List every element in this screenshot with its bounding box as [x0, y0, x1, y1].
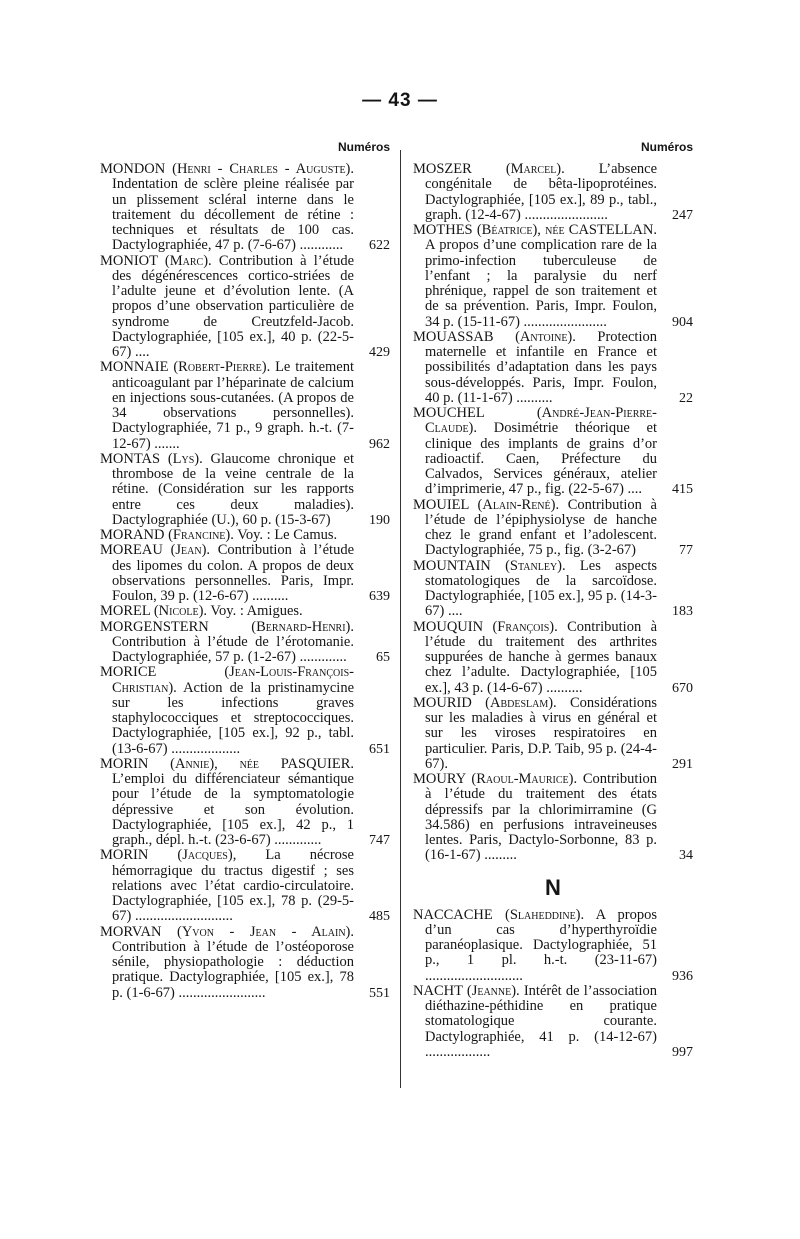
bibliography-entry [413, 223, 693, 330]
entry-text [413, 908, 693, 984]
bibliography-entry [413, 772, 693, 864]
bibliography-entry [100, 360, 390, 452]
entry-name: MORIN [100, 847, 149, 864]
entry-number: 77 [679, 543, 693, 559]
bibliography-entry [413, 620, 693, 696]
entry-name: MOSZER [413, 161, 472, 177]
entry-name: MONDON [100, 161, 166, 177]
entry-name: MORGENSTERN [100, 618, 209, 635]
entry-text [100, 757, 390, 849]
entry-name: MOUASSAB [413, 328, 494, 345]
entry-description: A propos d’un cas d’hyperthyroïdie paranéoplasique. Dactylographiée, 51 p., 1 pl. h.-t. (23-11-67) ........................... [425, 906, 657, 984]
entry-author: (Nicole). [153, 603, 208, 620]
entry-number: 485 [369, 909, 390, 925]
column-header-left: Numéros [337, 140, 390, 154]
entry-author: (Raoul-Maurice). [471, 771, 578, 787]
entry-text [413, 696, 693, 772]
entry-text [413, 984, 693, 1060]
bibliography-entry [413, 406, 693, 498]
entry-number: 551 [369, 985, 390, 1001]
entry-author: (Slaheddine). [505, 906, 585, 923]
bibliography-entry [100, 620, 390, 666]
page-number: — 43 — [362, 90, 438, 111]
entry-description: Contribution à l’étude des dégénérescences cortico-striées de l’adulte jeune et d’évolution lente. (A propos d’une observation particulière de syndrome de Creutzfeld-Jacob. Dactylographiée, [105 ex.], 40 p. (22-5-67) .... [112, 252, 355, 360]
entry-number: 190 [369, 512, 390, 528]
entry-description: Indentation de sclère pleine réalisée par un plissement scléral interne dans le traitement du décollement de rétine : techniques et résultats de 100 cas. Dactylographiée, 47 p. (7-6-67) ............ [112, 176, 354, 254]
entry-number: 22 [679, 390, 693, 406]
entry-text [413, 559, 693, 620]
entry-number: 639 [369, 589, 390, 604]
bibliography-entry [100, 665, 390, 757]
left-column [100, 140, 390, 1001]
entry-author: (François). [492, 618, 558, 635]
entry-name: NACCACHE [413, 906, 493, 923]
bibliography-entry [413, 559, 693, 620]
entry-text [413, 162, 693, 223]
entry-text [100, 162, 390, 254]
entry-text [413, 223, 693, 330]
bibliography-entry [100, 452, 390, 528]
entry-number: 65 [376, 650, 390, 665]
right-entry-list-n [413, 908, 693, 1061]
entry-number: 670 [672, 680, 693, 696]
entry-description: Dosimétrie théorique et clinique des implants de grains d’or radioactif. Caen, Préfecture du Calvados, Services généraux, atelier d’imprimerie, 47 p., fig. (22-5-67) .... [425, 420, 657, 498]
entry-text [100, 665, 390, 757]
entry-name: MOURY [413, 771, 466, 787]
entry-name: MONIOT [100, 252, 158, 269]
bibliography-entry [413, 696, 693, 772]
bibliography-entry [413, 908, 693, 984]
entry-number: 247 [672, 207, 693, 223]
entry-author: (Antoine). [515, 328, 576, 345]
entry-text [100, 543, 390, 604]
entry-author: (Henri - Charles - Auguste). [172, 161, 355, 177]
entry-author: (Jacques), [177, 847, 237, 864]
entry-name: MONTAS [100, 450, 161, 467]
entry-description: Les aspects stomatologiques de la sarcoïdose. Dactylographiée, [105 ex.], 95 p. (14-3-67) .... [425, 557, 658, 620]
left-entry-list [100, 162, 390, 1001]
bibliography-entry [100, 757, 390, 849]
bibliography-entry [413, 498, 693, 559]
bibliography-entry [100, 848, 390, 924]
entry-text [100, 925, 390, 1001]
entry-description: Le traitement anticoagulant par l’héparinate de calcium en injections sous-cutanées. (A propos de 34 observations personnelles). Dactylographiée, 71 p., 9 graph. h.-t. (7-12-67) ....... [112, 359, 354, 452]
entry-author: (Marc). [164, 252, 212, 269]
entry-text [100, 620, 390, 666]
entry-description: Contribution à l’étude du traitement des états dépressifs par la chlorimirramine (G 34.586) en perfusions intraveineuses lentes. Paris, Dactylo-Sorbonne, 83 p. (16-1-67) ......... [425, 771, 657, 864]
entry-number: 936 [672, 968, 693, 984]
entry-text [413, 330, 693, 406]
entry-text [413, 620, 693, 696]
entry-description: A propos d’une complication rare de la primo-infection tuberculeuse de l’enfant ; la paralysie du nerf phrénique, rappel de son traitement et de sa prévention. Paris, Impr. Foulon, 34 p. (15-11-67) ....................... [425, 237, 657, 330]
entry-text [100, 360, 390, 452]
section-letter-n: N [545, 874, 561, 900]
entry-author: (Jeanne). [466, 982, 520, 999]
bibliography-entry [100, 254, 390, 361]
entry-description: Intérêt de l’association diéthazine-péthidine en pratique stomatologique courante. Dactylographiée, 41 p. (14-12-67) .................. [425, 982, 657, 1060]
bibliography-entry [100, 604, 390, 619]
entry-author: (Stanley). [505, 557, 566, 574]
entry-name: MORICE [100, 664, 157, 681]
entry-author: (Alain-René). [477, 496, 560, 513]
entry-name: MORAND [100, 527, 165, 543]
entry-number: 997 [672, 1044, 693, 1060]
entry-name: MONNAIE [100, 359, 169, 376]
entry-number: 747 [369, 833, 390, 848]
right-column [413, 140, 693, 1060]
right-entry-list [413, 162, 693, 864]
entry-name: MOUQUIN [413, 618, 484, 635]
entry-description: La nécrose hémorragique du tractus digestif ; ses relations avec l’état cardio-circulatoire. Dactylographiée, [105 ex.], 78 p. (29-5-67) ........................... [112, 847, 354, 925]
entry-description: Voy. : Le Camus. [237, 527, 338, 543]
entry-description: Action de la pristinamycine sur les infections graves staphylococciques et streptococciques. Dactylographiée, [105 ex.], 92 p., tabl. (13-6-67) ................... [112, 679, 355, 757]
bibliography-entry [413, 162, 693, 223]
entry-number: 962 [369, 436, 390, 452]
entry-author: (Abdeslam). [485, 694, 557, 711]
bibliography-entry [100, 925, 390, 1001]
entry-text [413, 772, 693, 864]
entry-text [100, 604, 390, 619]
entry-number: 291 [672, 756, 693, 772]
entry-author: (Yvon - Jean - Alain). [176, 923, 355, 940]
entry-author: (Marcel). [505, 161, 565, 177]
entry-description: Contribution à l’étude de l’épiphysiolyse de hanche chez le grand enfant et l’adolescent. Dactylographiée, 75 p., fig. (3-2-67) [425, 496, 657, 559]
entry-text [413, 406, 693, 498]
entry-number: 904 [672, 314, 693, 330]
entry-name: MOREAU [100, 542, 163, 559]
bibliography-entry [100, 543, 390, 604]
entry-author: (Lys). [167, 450, 203, 467]
column-header-right: Numéros [640, 140, 693, 154]
entry-author: (Francine). [168, 527, 234, 543]
entry-text [100, 848, 390, 924]
entry-description: L’emploi du différenciateur sémantique pour l’étude de la symptomatologie dépressive et son évolution. Dactylographiée, [105 ex.], 42 p., 1 graph., dépl. h.-t. (23-6-67) ............. [112, 771, 354, 848]
entry-name: MOREL [100, 603, 151, 620]
entry-text [413, 498, 693, 559]
entry-number: 183 [672, 604, 693, 620]
entry-text [100, 528, 390, 543]
entry-author: (André-Jean-Pierre-Claude). [425, 405, 657, 437]
entry-name: MOUNTAIN [413, 557, 491, 574]
entry-text [100, 452, 390, 528]
entry-description: Glaucome chronique et thrombose de la veine centrale de la rétine. (Considération sur les rapports entre ces deux maladies). Dactylographiée (U.), 60 p. (15-3-67) [112, 450, 355, 528]
column-divider [400, 150, 401, 1088]
entry-name: MORVAN [100, 923, 162, 940]
bibliography-entry [413, 984, 693, 1060]
entry-author: (Jean). [170, 542, 211, 559]
entry-description: Contribution à l’étude de l’érotomanie. Dactylographiée, 57 p. (1-2-67) ............. [112, 633, 354, 665]
entry-name: MOUIEL [413, 496, 469, 513]
entry-author: (Annie), née PASQUIER. [170, 755, 354, 772]
entry-number: 415 [672, 482, 693, 498]
entry-description: Contribution à l’étude du traitement des arthrites suppurées de hanche à germes banaux chez l’adulte. Dactylographiée, [105 ex.], 43 p. (14-6-67) .......... [425, 618, 658, 696]
entry-author: (Bernard-Henri). [251, 618, 354, 635]
entry-number: 429 [369, 345, 390, 360]
entry-number: 622 [369, 238, 390, 254]
entry-description: Considérations sur les maladies à virus en général et sur les viroses respiratoires en particulier. Paris, D.P. Taib, 95 p. (24-4-67). [425, 694, 658, 772]
bibliography-entry [413, 330, 693, 406]
entry-name: MOTHES [413, 222, 473, 238]
entry-description: Protection maternelle et infantile en France et possibilités d’adaptation dans les pays sous-développés. Paris, Impr. Foulon, 40 p. (11-1-67) .......... [425, 328, 657, 406]
entry-text [100, 254, 390, 361]
entry-number: 651 [369, 741, 390, 757]
entry-name: MOUCHEL [413, 405, 485, 421]
entry-description: Contribution à l’étude de l’ostéoporose sénile, physiopathologie : déduction pratique. Dactylographiée, [105 ex.], 78 p. (1-6-67) ........................ [112, 938, 354, 1001]
entry-description: Voy. : Amigues. [210, 603, 303, 620]
entry-author: (Jean-Louis-François-Christian). [112, 664, 354, 696]
entry-author: (Béatrice), née CASTELLAN. [476, 222, 657, 238]
entry-number: 34 [679, 848, 693, 864]
bibliography-entry [100, 528, 390, 543]
entry-name: NACHT [413, 982, 463, 999]
entry-author: (Robert-Pierre). [173, 359, 271, 376]
entry-name: MOURID [413, 694, 472, 711]
entry-name: MORIN [100, 755, 149, 772]
bibliography-entry [100, 162, 390, 254]
entry-description: L’absence congénitale de bêta-lipoprotéines. Dactylographiée, [105 ex.], 89 p., tabl., graph. (12-4-67) ....................... [425, 161, 658, 223]
entry-description: Contribution à l’étude des lipomes du colon. A propos de deux observations personnelles. Paris, Impr. Foulon, 39 p. (12-6-67) .......... [112, 542, 355, 604]
